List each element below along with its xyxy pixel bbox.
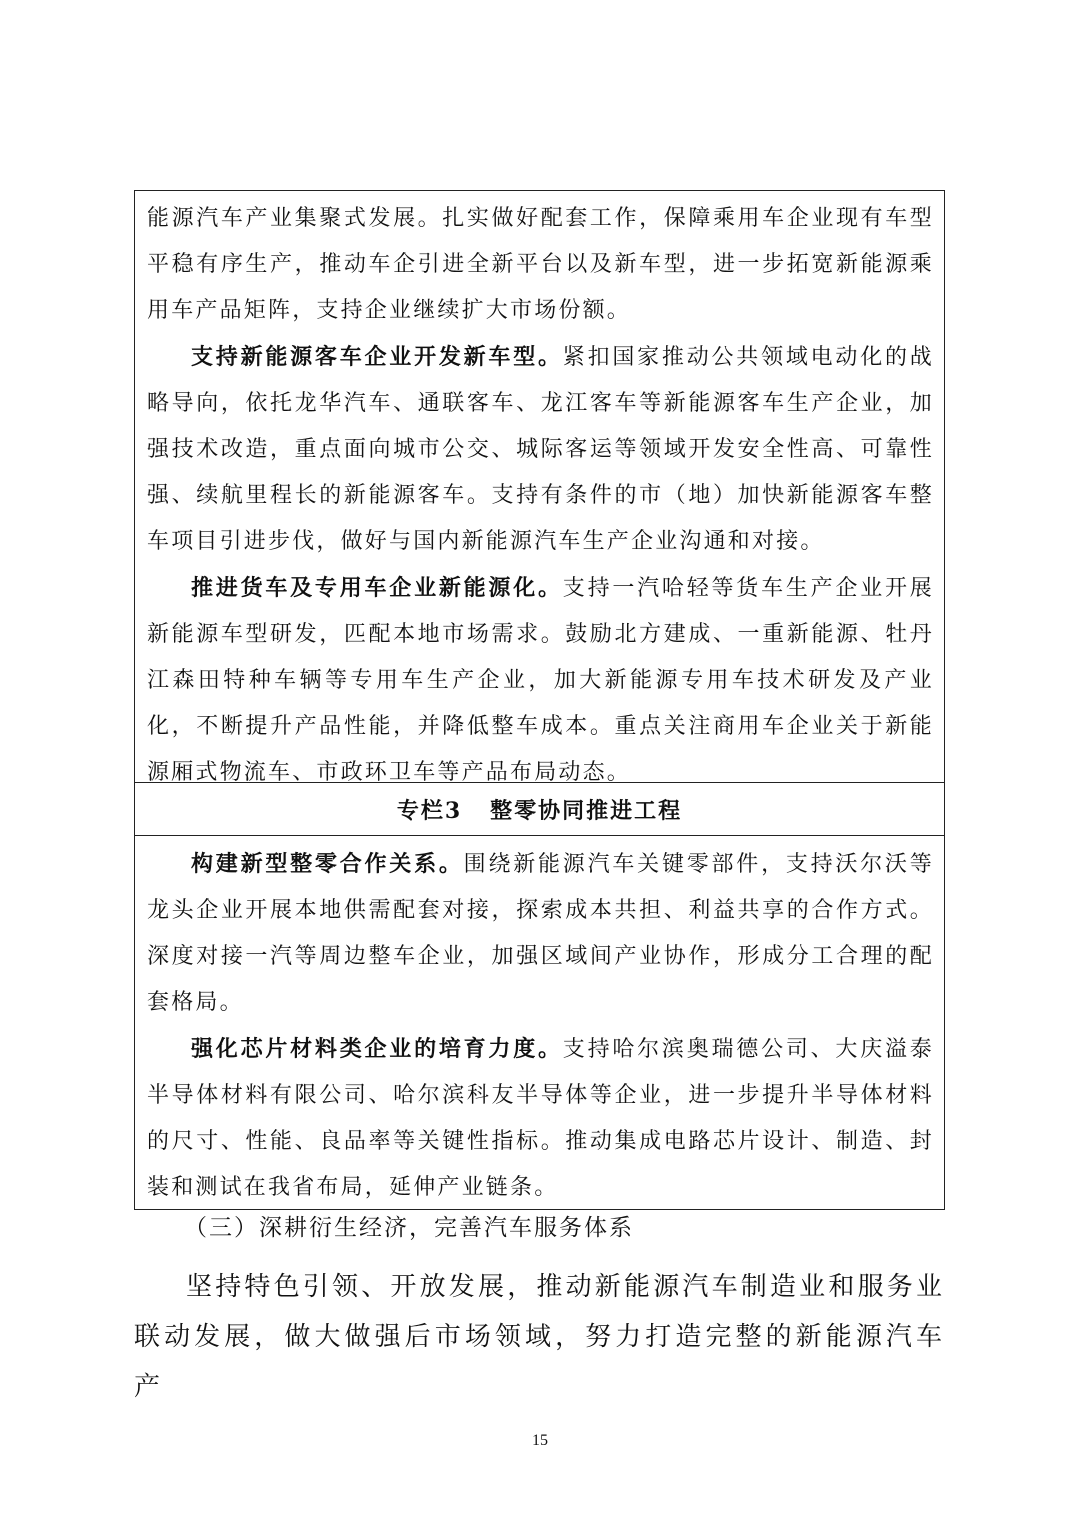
paragraph-bus-lead: 支持新能源客车企业开发新车型。 bbox=[191, 344, 563, 370]
paragraph-truck-text: 支持一汽哈轻等货车生产企业开展新能源车型研发，匹配本地市场需求。鼓励北方建成、一重新能源、牡丹江森田特种车辆等专用车生产企业，加大新能源专用车技术研发及产业化，不断提升产品性能，并降低整车成本。重点关注商用车企业关于新能源厢式物流车、市政环卫车等产品布局动态。 bbox=[147, 576, 934, 785]
paragraph-chip-lead: 强化芯片材料类企业的培育力度。 bbox=[191, 1036, 563, 1062]
section-subheading: （三）深耕衍生经济，完善汽车服务体系 bbox=[184, 1215, 634, 1241]
column-title: 整零协同推进工程 bbox=[490, 797, 683, 824]
column-box bbox=[134, 190, 945, 1210]
body-paragraph: 坚持特色引领、开放发展，推动新能源汽车制造业和服务业联动发展，做大做强后市场领域，努力打造完整的新能源汽车产 bbox=[134, 1272, 945, 1402]
paragraph-partnership-text: 围绕新能源汽车关键零部件，支持沃尔沃等龙头企业开展本地供需配套对接，探索成本共担、利益共享的合作方式。深度对接一汽等周边整车企业，加强区域间产业协作，形成分工合理的配套格局。 bbox=[147, 852, 934, 1015]
paragraph-chip-text: 支持哈尔滨奥瑞德公司、大庆溢泰半导体材料有限公司、哈尔滨科友半导体等企业，进一步提升半导体材料的尺寸、性能、良品率等关键性指标。推动集成电路芯片设计、制造、封装和测试在我省布局，延伸产业链条。 bbox=[147, 1037, 934, 1200]
paragraph-continuation: 能源汽车产业集聚式发展。扎实做好配套工作，保障乘用车企业现有车型平稳有序生产，推动车企引进全新平台以及新车型，进一步拓宽新能源乘用车产品矩阵，支持企业继续扩大市场份额。 bbox=[147, 206, 934, 323]
paragraph-truck-lead: 推进货车及专用车企业新能源化。 bbox=[191, 575, 563, 601]
paragraph-partnership-lead: 构建新型整零合作关系。 bbox=[191, 851, 464, 877]
box-section-bottom bbox=[135, 836, 944, 1209]
paragraph-partnership bbox=[147, 841, 934, 1026]
column-number: 专栏3 bbox=[396, 797, 463, 824]
paragraph-bus bbox=[147, 334, 934, 565]
paragraph-bus-text: 紧扣国家推动公共领域电动化的战略导向，依托龙华汽车、通联客车、龙江客车等新能源客车生产企业，加强技术改造，重点面向城市公交、城际客运等领域开发安全性高、可靠性强、续航里程长的新能源客车。支持有条件的市（地）加快新能源客车整车项目引进步伐，做好与国内新能源汽车生产企业沟通和对接。 bbox=[147, 345, 934, 554]
page-number: 15 bbox=[532, 1432, 548, 1449]
box-section-top bbox=[135, 191, 944, 785]
paragraph-truck bbox=[147, 565, 934, 796]
paragraph-chip bbox=[147, 1026, 934, 1211]
